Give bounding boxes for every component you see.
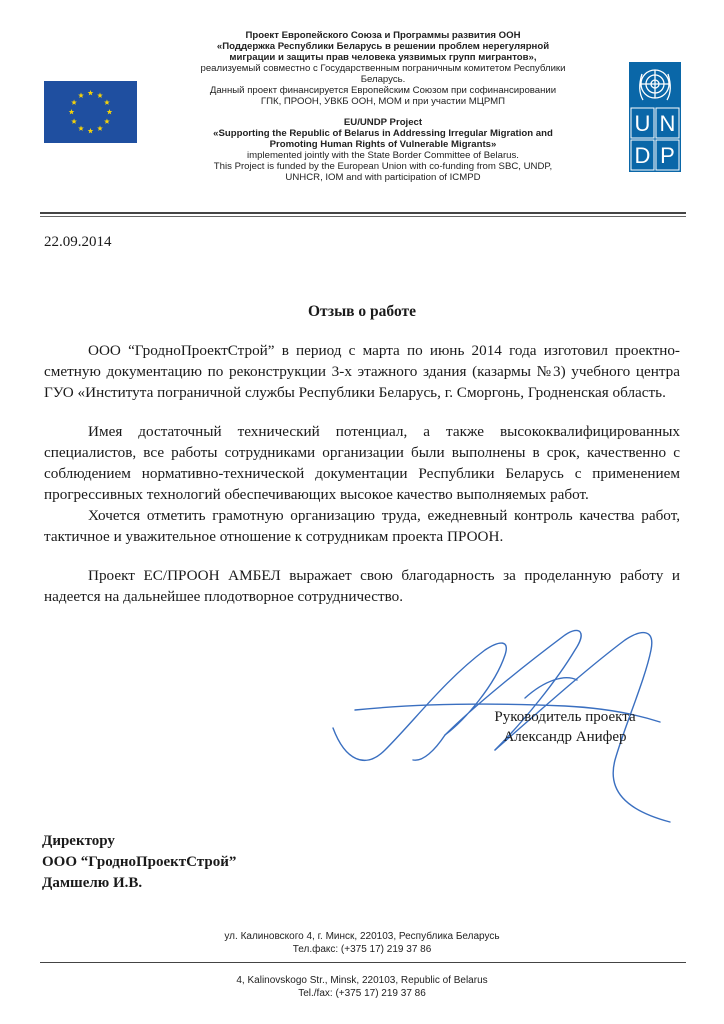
footer-divider xyxy=(40,962,686,963)
undp-letter-n: N xyxy=(659,111,676,136)
header-en-line: implemented jointly with the State Border Committee of Belarus. xyxy=(247,150,519,161)
footer-phone: Tel./fax: (+375 17) 219 37 86 xyxy=(298,988,426,999)
signatory-position: Руководитель проекта xyxy=(494,709,636,725)
header-ru-line: Беларусь. xyxy=(360,74,406,85)
header-ru-line: Проект Европейского Союза и Программы развития ООН xyxy=(245,30,521,41)
header-ru-line: миграции и защиты прав человека уязвимых групп мигрантов», xyxy=(229,52,537,63)
eu-flag-logo xyxy=(44,81,137,143)
signatory-block xyxy=(440,707,690,747)
header-en-line: Promoting Human Rights of Vulnerable Migrants» xyxy=(269,139,497,150)
header-divider-thin xyxy=(40,216,686,217)
body-paragraph: ООО “ГродноПроектСтрой” в период с марта по июнь 2014 года изготовил проектно-сметную документацию по реконструкции 3-х этажного здания (казармы №3) учебного центра ГУО «Института пограничной службы Республики Беларусь, г. Сморгонь, Гродненская область. xyxy=(44,342,680,401)
header-en-line: UNHCR, IOM and with participation of ICMPD xyxy=(285,172,481,183)
header-en-line: «Supporting the Republic of Belarus in Addressing Irregular Migration and xyxy=(213,128,553,139)
header-divider xyxy=(40,212,686,214)
body-paragraph: Имея достаточный технический потенциал, а также высококвалифицированных специалистов, все работы сотрудниками организации были выполнены в срок, качественно с соблюдением нормативно-технической документации Республики Беларусь с применением прогрессивных технологий обеспечивающих высокое качество выполняемых работ. xyxy=(44,423,680,503)
body-paragraph: Проект ЕС/ПРООН АМБЕЛ выражает свою благодарность за проделанную работу и надеется на дальнейшее плодотворное сотрудничество. xyxy=(44,567,680,605)
footer-en xyxy=(0,974,724,1000)
undp-letter-d: D xyxy=(634,143,651,168)
addressee-line: Директору xyxy=(42,833,115,849)
signatory-name: Александр Анифер xyxy=(503,729,627,745)
header-ru-line: Данный проект финансируется Европейским Союзом при софинансировании xyxy=(209,85,557,96)
addressee-block xyxy=(42,831,236,894)
letter-title: Отзыв о работе xyxy=(307,303,416,320)
addressee-line: ООО “ГродноПроектСтрой” xyxy=(42,854,237,870)
footer-address: 4, Kalinovskogo Str., Minsk, 220103, Republic of Belarus xyxy=(236,975,488,986)
footer-ru xyxy=(0,930,724,956)
undp-letter-p: P xyxy=(660,143,675,168)
header-en-line: This Project is funded by the European Union with co-funding from SBC, UNDP, xyxy=(213,161,553,172)
undp-letter-u: U xyxy=(634,111,651,136)
letter-body xyxy=(44,340,680,607)
header-ru-line: «Поддержка Республики Беларусь в решении проблем нерегулярной xyxy=(216,41,550,52)
body-paragraph: Хочется отметить грамотную организацию труда, ежедневный контроль качества работ, тактичное и уважительное отношение к сотрудникам проекта ПРООН. xyxy=(44,507,680,545)
undp-logo xyxy=(629,62,681,172)
project-header xyxy=(150,30,616,183)
footer-address: ул. Калиновского 4, г. Минск, 220103, Республика Беларусь xyxy=(224,931,500,942)
addressee-line: Дамшелю И.В. xyxy=(42,875,143,891)
header-ru-line: реализуемый совместно с Государственным пограничным комитетом Республики xyxy=(200,63,566,74)
letter-date: 22.09.2014 xyxy=(44,234,112,250)
footer-phone: Тел.факс: (+375 17) 219 37 86 xyxy=(292,944,432,955)
header-en-line: EU/UNDP Project xyxy=(343,117,423,128)
header-ru-line: ГПК, ПРООН, УВКБ ООН, МОМ и при участии МЦРМП xyxy=(260,96,506,107)
